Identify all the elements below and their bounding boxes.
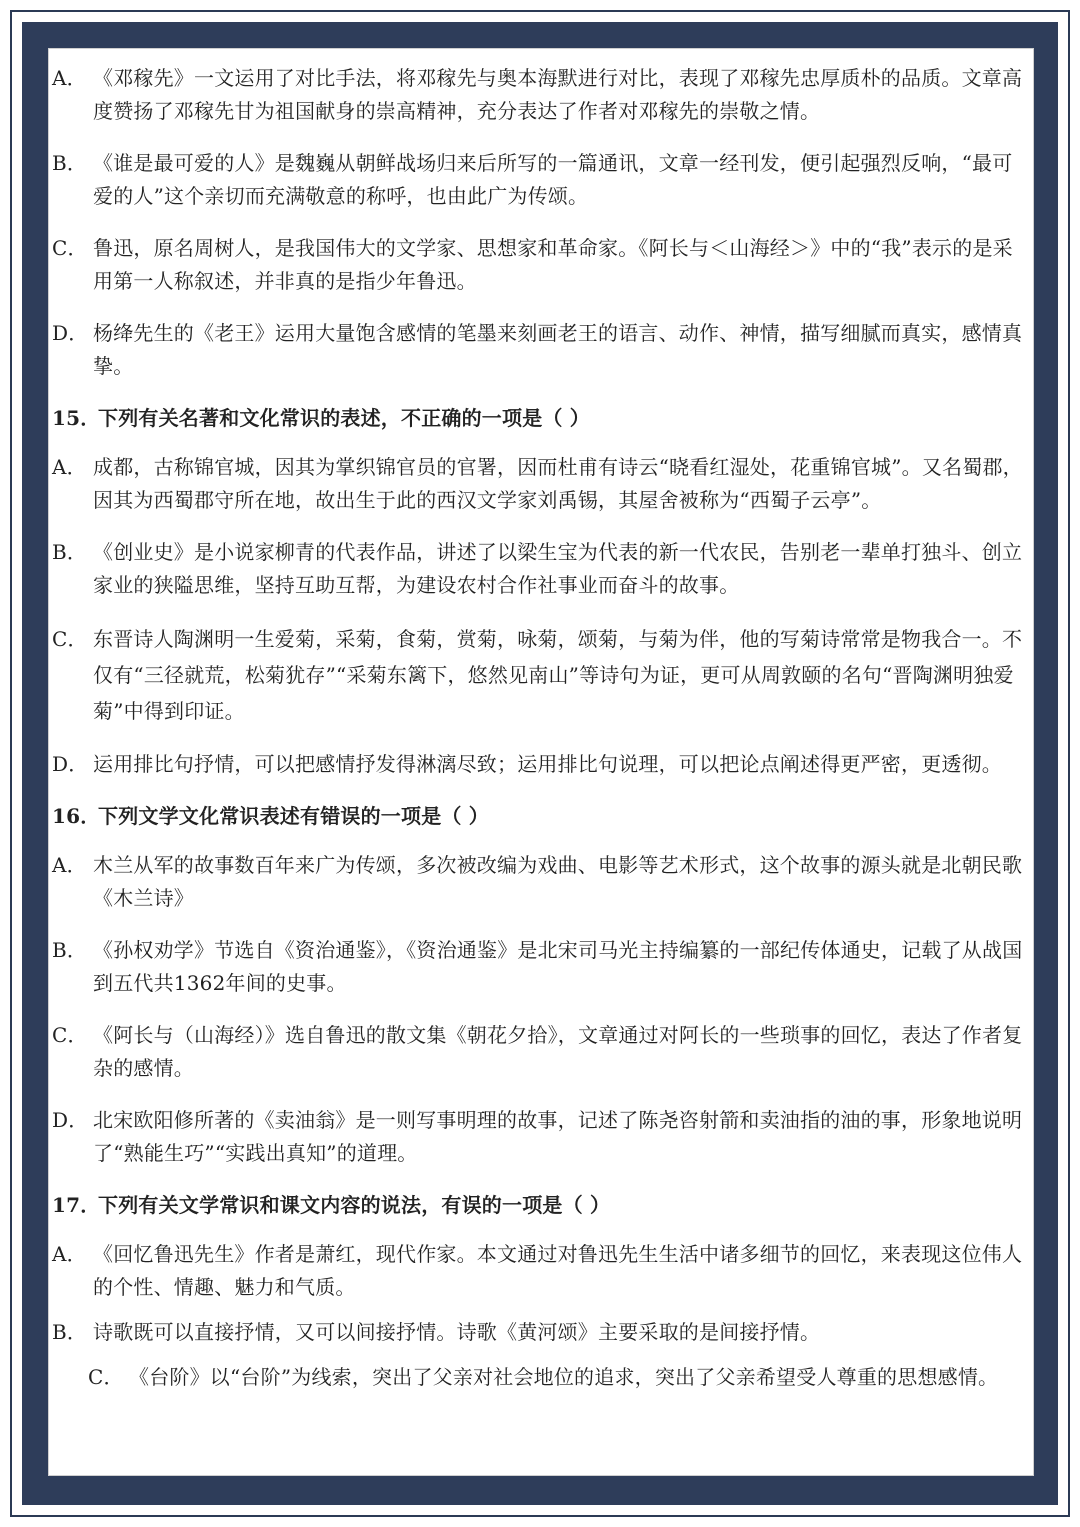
q16-option-d: [52, 1104, 1028, 1170]
q16-option-a: [52, 849, 1028, 915]
q16-option-c: [52, 1019, 1028, 1085]
question-16-stem: [52, 800, 1028, 833]
q15-option-a: [52, 451, 1028, 517]
option-label: D．: [52, 752, 89, 776]
q15-option-d: [52, 748, 1028, 781]
question-number: 16．: [52, 804, 101, 828]
option-text: 《阿长与（山海经）》选自鲁迅的散文集《朝花夕拾》，文章通过对阿长的一些琐事的回忆，表达了作者复杂的感情。: [93, 1023, 1023, 1080]
option-label: D．: [52, 1108, 89, 1132]
option-label: A．: [52, 66, 87, 90]
exam-content: [52, 62, 1028, 1406]
q17-option-b: [52, 1316, 1028, 1349]
option-label: B．: [52, 1320, 88, 1344]
option-label: C．: [52, 1023, 88, 1047]
option-text: 《创业史》是小说家柳青的代表作品，讲述了以梁生宝为代表的新一代农民，告别老一辈单打独斗、创立家业的狭隘思维，坚持互助互帮，为建设农村合作社事业而奋斗的故事。: [93, 540, 1023, 597]
option-text: 杨绛先生的《老王》运用大量饱含感情的笔墨来刻画老王的语言、动作、神情，描写细腻而真实，感情真挚。: [93, 321, 1023, 378]
option-label: B．: [52, 151, 88, 175]
option-label: C．: [52, 627, 88, 651]
option-text: 《谁是最可爱的人》是魏巍从朝鲜战场归来后所写的一篇通讯，文章一经刊发，便引起强烈反响，“最可爱的人”这个亲切而充满敬意的称呼，也由此广为传颂。: [93, 151, 1013, 208]
option-label: A．: [52, 1242, 87, 1266]
question-text: 下列文学文化常识表述有错误的一项是（ ）: [98, 804, 489, 828]
option-label: D．: [52, 321, 89, 345]
option-label: C．: [52, 236, 88, 260]
q14-option-b: [52, 147, 1028, 213]
q15-option-c: [52, 621, 1028, 729]
option-label: A．: [52, 853, 87, 877]
option-text: 木兰从军的故事数百年来广为传颂，多次被改编为戏曲、电影等艺术形式，这个故事的源头就是北朝民歌《木兰诗》: [93, 853, 1023, 910]
option-label: C．: [88, 1365, 124, 1389]
question-text: 下列有关文学常识和课文内容的说法，有误的一项是（ ）: [98, 1193, 611, 1217]
question-17-stem: [52, 1189, 1028, 1222]
option-text: 《邓稼先》一文运用了对比手法，将邓稼先与奥本海默进行对比，表现了邓稼先忠厚质朴的品质。文章高度赞扬了邓稼先甘为祖国献身的崇高精神，充分表达了作者对邓稼先的崇敬之情。: [93, 66, 1023, 123]
option-text: 鲁迅，原名周树人，是我国伟大的文学家、思想家和革命家。《阿长与＜山海经＞》中的“我”表示的是采用第一人称叙述，并非真的是指少年鲁迅。: [93, 236, 1013, 293]
option-label: B．: [52, 938, 88, 962]
option-text: 《台阶》以“台阶”为线索，突出了父亲对社会地位的追求，突出了父亲希望受人尊重的思想感情。: [129, 1365, 999, 1389]
q17-option-a: [52, 1238, 1028, 1304]
option-label: A．: [52, 455, 87, 479]
q14-option-a: [52, 62, 1028, 128]
question-number: 17．: [52, 1193, 101, 1217]
option-text: 北宋欧阳修所著的《卖油翁》是一则写事明理的故事，记述了陈尧咨射箭和卖油指的油的事，形象地说明了“熟能生巧”“实践出真知”的道理。: [93, 1108, 1023, 1165]
q14-option-c: [52, 232, 1028, 298]
option-text: 东晋诗人陶渊明一生爱菊，采菊，食菊，赏菊，咏菊，颂菊，与菊为伴，他的写菊诗常常是物我合一。不仅有“三径就荒，松菊犹存”“采菊东篱下，悠然见南山”等诗句为证，更可从周敦颐的名句“晋陶渊明独爱菊”中得到印证。: [93, 627, 1023, 723]
q14-option-d: [52, 317, 1028, 383]
q16-option-b: [52, 934, 1028, 1000]
option-text: 诗歌既可以直接抒情，又可以间接抒情。诗歌《黄河颂》主要采取的是间接抒情。: [93, 1320, 821, 1344]
option-text: 《孙权劝学》节选自《资治通鉴》，《资治通鉴》是北宋司马光主持编纂的一部纪传体通史，记载了从战国到五代共1362年间的史事。: [93, 938, 1023, 995]
q15-option-b: [52, 536, 1028, 602]
option-text: 运用排比句抒情，可以把感情抒发得淋漓尽致；运用排比句说理，可以把论点阐述得更严密，更透彻。: [93, 752, 1002, 776]
question-15-stem: [52, 402, 1028, 435]
option-text: 成都，古称锦官城，因其为掌织锦官员的官署，因而杜甫有诗云“晓看红湿处，花重锦官城”。又名蜀郡，因其为西蜀郡守所在地，故出生于此的西汉文学家刘禹锡，其屋舍被称为“西蜀子云亭”。: [93, 455, 1023, 512]
option-label: B．: [52, 540, 88, 564]
question-number: 15．: [52, 406, 101, 430]
option-text: 《回忆鲁迅先生》作者是萧红，现代作家。本文通过对鲁迅先生生活中诸多细节的回忆，来表现这位伟人的个性、情趣、魅力和气质。: [93, 1242, 1023, 1299]
question-text: 下列有关名著和文化常识的表述，不正确的一项是（ ）: [98, 406, 590, 430]
q17-option-c: [52, 1361, 1028, 1394]
